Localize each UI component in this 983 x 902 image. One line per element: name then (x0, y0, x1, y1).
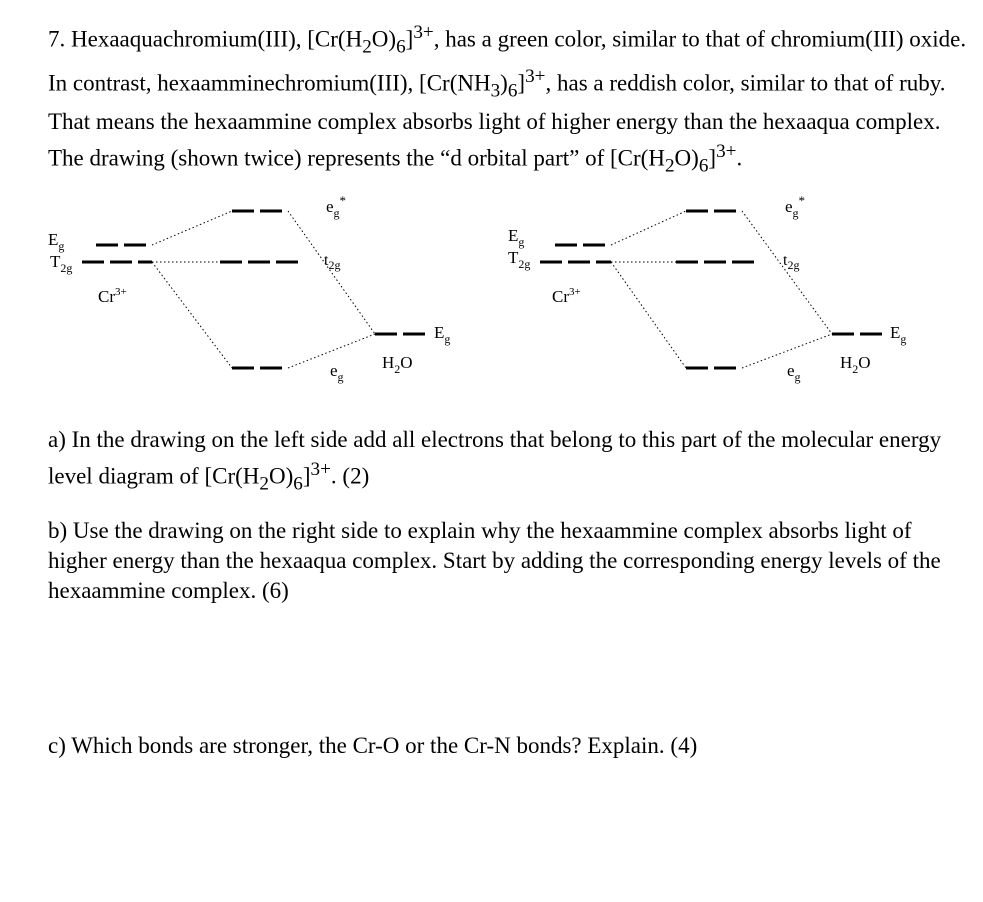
correlation-line (152, 211, 232, 245)
correlation-line (742, 211, 832, 334)
mo-eg-label: $e_g$ (330, 361, 344, 384)
ligand-label: $H_2O$ (382, 353, 413, 376)
correlation-line (152, 262, 232, 368)
correlation-line (611, 211, 686, 245)
problem-intro (48, 18, 968, 181)
mo-diagram-right[interactable] (508, 193, 906, 384)
ligand-label: $H_2O$ (840, 353, 871, 376)
intro-drawing-sentence: The drawing (shown twice) represents the “d orbital part” of $[Cr(H_2O)_6]^{3+}$. (48, 140, 743, 176)
metal-ion-label: $Cr^{3+}$ (98, 286, 127, 306)
mo-diagrams (0, 190, 983, 400)
intro-paragraph: 7. Hexaaquachromium(III), $[Cr(H_2O)_6]^{3+}$, has a green color, similar to that of chromium(III) oxide. In contrast, hexaamminechromium(III), $[Cr(NH_3)_6]^{3+}$, has a reddish color, similar to that of ruby. That means the hexaammine complex absorbs light of higher energy than the hexaaqua complex. (48, 22, 967, 134)
mo-diagram-left[interactable] (48, 193, 450, 384)
metal-T2g-label: $T_{2g}$ (50, 252, 73, 275)
mo-t2g-label: $t_{2g}$ (783, 252, 800, 272)
question-a: a) In the drawing on the left side add all electrons that belong to this part of the molecular energy level diagram of $[Cr(H_2O)_6]^{3+}$. (2) (48, 427, 942, 495)
ligand-Eg-label: $E_g$ (890, 323, 907, 346)
ligand-Eg-label: $E_g$ (434, 323, 451, 346)
correlation-line (288, 211, 375, 334)
correlation-line (611, 262, 686, 368)
question-b: b) Use the drawing on the right side to explain why the hexaammine complex absorbs light of higher energy than the hexaaqua complex. Start by adding the corresponding energy levels of the hexaammine complex. (6) (48, 518, 941, 603)
metal-Eg-label: $E_g$ (48, 230, 65, 253)
question-c: c) Which bonds are stronger, the Cr-O or the Cr-N bonds? Explain. (4) (48, 733, 698, 758)
metal-Eg-label: $E_g$ (508, 226, 525, 249)
mo-eg-star-label: $e_g^*$ (326, 193, 347, 220)
metal-T2g-label: $T_{2g}$ (508, 248, 531, 271)
mo-eg-star-label: $e_g^*$ (785, 193, 806, 220)
mo-eg-label: $e_g$ (787, 361, 801, 384)
mo-t2g-label: $t_{2g}$ (324, 252, 341, 272)
metal-ion-label: $Cr^{3+}$ (552, 286, 581, 306)
